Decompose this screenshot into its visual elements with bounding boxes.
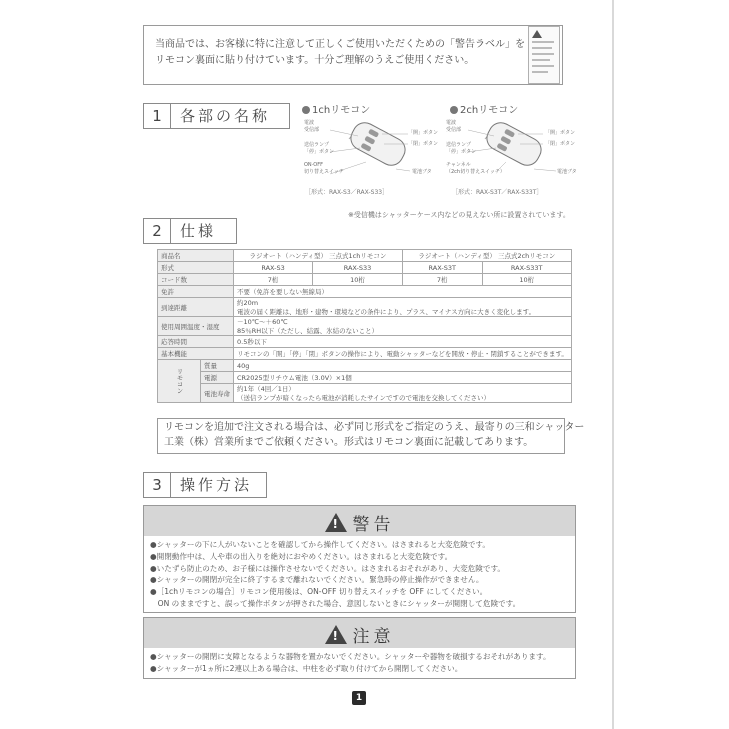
caution-box	[143, 617, 576, 679]
list-item: ●［1chリモコンの場合］リモコン使用後は、ON-OFF 切り替えスイッチを OFF にしてください。	[150, 587, 488, 597]
table-row	[158, 360, 572, 372]
spec-cell: 0.5秒以下	[234, 336, 572, 348]
r2-channel-label: チャンネル （2ch切り替えスイッチ）	[446, 162, 505, 175]
spec-header: 電源	[201, 372, 234, 384]
contact-line-1: リモコンを追加で注文される場合は、必ず同じ形式をご指定のうえ、最寄りの三和シャッター	[164, 422, 585, 433]
list-item: ●シャッターの開閉が完全に終了するまで離れないでください。緊急時の停止操作ができません。	[150, 575, 484, 585]
r2-lamp-label: 送信ランプ	[446, 142, 472, 148]
r2-open-label: 「開」ボタン	[545, 130, 576, 136]
r1-onoff-label: ON·OFF 切り替えスイッチ	[304, 162, 344, 175]
spec-cell: 不要（免許を要しない無線局）	[234, 286, 572, 298]
warning-box	[143, 505, 576, 613]
table-row	[158, 298, 572, 317]
caution-title: 注意	[352, 627, 395, 647]
r1-battery-label: 電池ブタ	[412, 169, 432, 175]
r2-battery-label: 電池ブタ	[557, 169, 577, 175]
caution-list	[150, 651, 551, 675]
warning-list	[150, 539, 520, 610]
notice-text	[155, 37, 525, 69]
warning-header	[144, 506, 575, 536]
warning-icon: !	[325, 513, 347, 532]
spec-header: 免許	[158, 286, 234, 298]
spec-header: 基本機能	[158, 348, 234, 360]
r1-stop-label: 「停」ボタン	[304, 149, 335, 155]
spec-group-remote: リモコン	[158, 360, 201, 403]
spec-header: 形式	[158, 262, 234, 274]
notice-line-1: 当商品では、お客様に特に注意して正しくご使用いただくための「警告ラベル」を	[155, 39, 525, 50]
r1-lamp-label: 送信ランプ	[304, 142, 330, 148]
spec-cell: 7桁	[234, 274, 313, 286]
list-item: ●開閉動作中は、人や車の出入りを絶対におやめください。はさまれると大変危険です。	[150, 551, 453, 561]
remote-1ch-title: 1chリモコン	[302, 101, 370, 116]
list-item: ●シャッターが1ヵ所に2連以上ある場合は、中柱を必ず取り付けてから開閉してください。	[150, 663, 463, 673]
r1-antenna-label: 電波 受信部	[304, 120, 320, 133]
spec-cell: 10桁	[313, 274, 403, 286]
page-edge	[612, 0, 614, 729]
table-row	[158, 384, 572, 403]
spec-cell: RAX-S3	[234, 262, 313, 274]
spec-table	[157, 249, 572, 403]
list-item: ON のままですと、誤って操作ボタンが押された場合、意図しないときにシャッターが開閉して危険です。	[150, 598, 521, 608]
table-row	[158, 348, 572, 360]
spec-cell: ラジオート（ハンディ型） 三点式1chリモコン	[234, 250, 403, 262]
spec-cell: 約1年（4回／1日） （送信ランプが暗くなったら電池が消耗したサインですので電池を交換してください）	[234, 384, 572, 403]
spec-header: 電池寿命	[201, 384, 234, 403]
page-number: 1	[352, 691, 366, 705]
table-row	[158, 372, 572, 384]
table-row	[158, 274, 572, 286]
spec-cell: 7桁	[402, 274, 482, 286]
section-3-header	[143, 472, 267, 498]
spec-cell: 10桁	[482, 274, 571, 286]
r1-open-label: 「開」ボタン	[408, 130, 439, 136]
spec-header: 商品名	[158, 250, 234, 262]
table-row	[158, 262, 572, 274]
spec-header: 質量	[201, 360, 234, 372]
spec-cell: リモコンの「開」「停」「閉」ボタンの操作により、電動シャッターなどを開放・停止・閉鎖することができます。	[234, 348, 572, 360]
list-item: ●シャッターの開閉に支障となるような器物を置かないでください。シャッターや器物を破損するおそれがあります。	[150, 652, 551, 661]
spec-cell: CR2025型リチウム電池（3.0V）×1個	[234, 372, 572, 384]
section-2-title: 仕様	[180, 222, 217, 240]
section-1-title: 各部の名称	[180, 107, 271, 125]
warning-title: 警告	[352, 515, 395, 535]
warning-label-image	[528, 26, 560, 84]
r2-close-label: 「閉」ボタン	[545, 141, 576, 147]
spec-cell: RAX-S33	[313, 262, 403, 274]
notice-line-2: リモコン裏面に貼り付けています。十分ご理解のうえご使用ください。	[155, 55, 475, 66]
remote-2ch-title: 2chリモコン	[450, 101, 518, 116]
table-row	[158, 250, 572, 262]
caution-header	[144, 618, 575, 648]
list-item: ●いたずら防止のため、お子様には操作させないでください。はさまれるおそれがあり、大変危険です。	[150, 563, 506, 573]
spec-cell: RAX-S33T	[482, 262, 571, 274]
spec-header: 到達距離	[158, 298, 234, 317]
section-1-number: 1	[144, 104, 171, 128]
spec-cell: RAX-S3T	[402, 262, 482, 274]
bullet-icon	[450, 106, 458, 114]
list-item: ●シャッターの下に人がいないことを確認してから操作してください。はさまれると大変危険です。	[150, 540, 490, 549]
r2-stop-label: 「停」ボタン	[446, 149, 477, 155]
table-row	[158, 336, 572, 348]
receiver-footnote: ※受信機はシャッターケース内などの見えない所に設置されています。	[348, 211, 570, 219]
spec-cell: 約20m 電波の届く距離は、地形・建物・環境などの条件により、プラス、マイナス方向に大きく変化します。	[234, 298, 572, 317]
spec-cell: 40g	[234, 360, 572, 372]
section-3-number: 3	[144, 473, 171, 497]
section-2-number: 2	[144, 219, 171, 243]
contact-line-2: 工業（株）営業所までご依頼ください。形式はリモコン裏面に記載してあります。	[164, 437, 534, 448]
spec-header: 使用周囲温度・湿度	[158, 317, 234, 336]
r1-close-label: 「閉」ボタン	[408, 141, 439, 147]
r2-antenna-label: 電波 受信部	[446, 120, 462, 133]
caution-icon: !	[325, 625, 347, 644]
spec-header: 応答時間	[158, 336, 234, 348]
table-row	[158, 286, 572, 298]
spec-cell: －10℃～＋60℃ 85％RH以下（ただし、結露、氷結のないこと）	[234, 317, 572, 336]
section-3-title: 操作方法	[180, 476, 253, 494]
spec-cell: ラジオート（ハンディ型） 三点式2chリモコン	[402, 250, 571, 262]
remote-2ch-model: ［形式：RAX-S3T／RAX-S33T］	[452, 189, 543, 196]
remote-1ch-model: ［形式：RAX-S3／RAX-S33］	[305, 189, 389, 196]
section-2-header	[143, 218, 237, 244]
table-row	[158, 317, 572, 336]
bullet-icon	[302, 106, 310, 114]
contact-text	[164, 420, 584, 450]
section-1-header	[143, 103, 290, 129]
spec-header: コード数	[158, 274, 234, 286]
